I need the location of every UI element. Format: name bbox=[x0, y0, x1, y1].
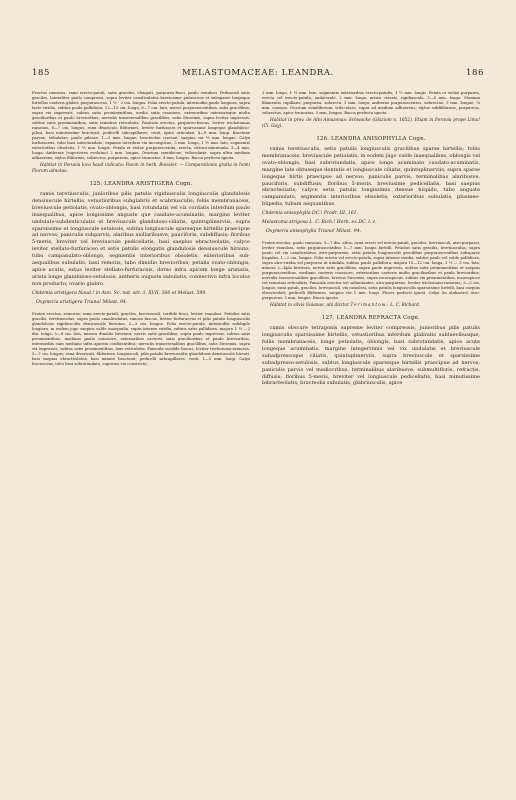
left-intro-habitat: Habitat in Peruvia loco haud indicato: Pavon in herb. Boissier. — Comparationis gratia in homi Florum adnotas. bbox=[32, 163, 250, 174]
left-column bbox=[32, 90, 250, 369]
page-number-left: 185 bbox=[32, 68, 51, 78]
page-number-right: 186 bbox=[465, 68, 484, 78]
species-125-description: Frutex erectus, ramosus; rami erecto-patuli, graciles, breviusculi, sordide fusci, leviter ramulosi. Petiolus satis gracilis, teretiusculus, supra paulo canaliculatus, rimoso fuscus, leviter furfuraceus et pilis patulis longiusculis glandulosis rigidiusculis densiuscule hirsutus, 2—3 cm. longus. Folia erecto-patula, internodiis subduplo longiora, in eodem jugo saepius valde inaequalia, supra intense viridia, subtus satis pallidiora, majora 1 ½ —2 dm. longa, 5—8 cm. lata, minora dimidio breviora; nervis satis gracilibus, supra paulo impressis, subtus satis prominentibus, mediano paulo crassiore, exterioribus caeteris satis gracilioribus et paulo brevioribus, intermediis eum mediano infra apicem confluentibus; nervulis transversalibus gracilibus, satis Stroemis, supra vix impressis, subtus satis prominentibus, laxe reticulatis. Panicula sordide fuscus, leviter trichotomo-ramosus, 5—7 cm. longus; rami divaricati, filiformes, longiusculi, pilis patulis breviusculis glandulosis densiuscule hirsuti, basi saepius ebracteolatus, basi minute bracteati; pedicelli subcapillares, venti, 1—5 mm. longi. Calyx fuscescens, tubo basi subrotundato, supremo vix constricto, bbox=[32, 310, 250, 366]
right-column bbox=[262, 90, 480, 390]
right-intro-habitat: Habitat in prov. de Alto Amazonas: Schwacke (Glaziom n. 1652). Etiam in Peruvia prope Lima! (Cl. Gay). bbox=[262, 118, 480, 129]
species-127-diagnosis: ramis obscure tetragonis supreme leviter compressis, junioribus pilis patulis longiusculis sparsissime hirtellis, vetustioribus interdum glabratis subluevibusque; foliis membranaceis, longe petiolatis, oblongis, basi subrotundatis, apice acute longeque acuminatis, margine integerrimis vel vix undulatis et breviuscule subadpressoque ciliatis, quintuplinerviis, supra breviuscule et sparsissime subadpresso-setulosis, subtus longiuscule sparseque hirtellis praecipue ad nervos; paniculis parvis vel mediocribus, terminalibus alaribusve, submultifloris, refractis, diffusis; floribus 5-meris, breviter vel longiuscule pedicellatis, basi minutissime bibracteolatis; bracteolis subulatis, glabriusculis, apice bbox=[262, 325, 480, 387]
running-head bbox=[32, 68, 484, 82]
species-126-habitat-intro: Habitat in silvis Guianae, ubi dicitur bbox=[270, 303, 350, 309]
species-125-reference-2: Oxymeria aristigera Triana! Milast. 94. bbox=[36, 299, 128, 305]
species-125-reference-1: Clidemia aristigera Naud.! in Ann. Sc. nat. sér. 3. XVII. 366 et Melast. 590. bbox=[32, 290, 207, 296]
left-intro-description: Fructus ramosus; rami erecto-patuli, satis graciles, elongati, purpureo-fusci, paulo venulosi. Pedunculi satis graciles, lateraliter paulo compressi, supra leviter canaliculatus breviusime pubescens et subsparse longeque hirtellus caeteris glaber, purpurascens, 1 ½ - 2 cm. longus. Folia erecto-patula, internodiis paulo longiora, supra laete viridia, subtus paulo pallidiora, 12—15 cm. longa, 6—7 cm. lata; nervis purpurascentibus, satis gracilibus, supra vix impressis, subtus satis prominentibus, medio satis crassiore, exterioribus exteriorisque multo gracilioribus et paulo brevioribus; nervulis transversalibus gracilibus, satis Stroemis, supra leviter impressis, subtus satis prominentibus, satis remotius reticulatis. Panicula erectus, purpureo-fuscus, leviter trichotomus ramosus, 6—7 cm. longus; rami divaricati, filiformes, leviter furfuracei et sparsissime longeque glanduloso-pilosi, basi minutissime bracteati; pedicelli subcapillares; venti, apice articulati, 4—8 mm. longi. Bracteae parvae, subulatae, paulo pilosae, 1—3 mm. longae; bracteolae crectae, saepius vix ½ mm. longae. Calyx furfuraceus, tubo basi subrotundato, expansa interdum vix inconspicue, 3 mm. longo, 1 ½ mm. lato, segmentis exterioribus obsoletis, 1 ½ mm. longis. Petala et violae purpurascentia, erecta, obtuso-minutuala, 3—4 mm. longa. Antherae (superiores evolutae) 2 mm. longae. Ovarium semidecur., trilocularie, supra ultra medium adhaerens; stylus filiformis, subrectus, purpureus, apice truncatus, 4 mm. longus. Bacca perfecta ignota. bbox=[32, 90, 250, 160]
running-title: MELASTOMACEAE: LEANDRA. bbox=[182, 68, 334, 78]
species-heading-127: 127. LEANDRA REFRACTA Cogn. bbox=[322, 315, 420, 322]
species-125-diagnosis: ramis teretiusculis, junioribus pilis patulis rigidiusculis longiusculis glandulosis densiuscule hirtellis, vetustioribus subglabris et scabriusculis; foliis membranaceis, breviuscule petiolatis, ovato-oblongis, basi rotundatis vel vix cordatis interdum paulo inaequalibus, apice longissime anguste que caudato-acuminatis, margine leviter undulato-subdenticulatis et breviuscule glanduloso-ciliatis, quintuplinerviis, supra sparsissime et longiuscule setulosis, subtus longiuscule sparseque hirtellis praecipue ad nervos; paniculis subparvis, alaribus axillaribusve, pauciforis, subdiffusis; floribus 5-meris, breviter vel breviuscule pedicellatis, basi saepius ebracteolatis; calyce leviter stellato-furfuraceo et setis patulis elongatis glandulosis densiuscule hirsuto; tubo campanulato-oblongo, segmentis interioribus obsoletis, exterioribus sub-aequalibus subulatis, basi remotis, tubo dimidio brevioribus; petalis ovato-oblongis, apice acutis, extus leviter stellato-furfuraceis, dorso infra apicem longe aristatis, arista longe glanduloso-setulosis; antheris auguste subulatis, connectivo infra loculos non producto; ovario glabro. bbox=[32, 191, 250, 287]
species-126-diagnosis: ramis teretiusculis, setis patulis longiusculis gracilibus sparse hirtellis; foliis membranaceis, breviuscule petiolatis, in eodem jugo valde inaequalibus, oblongis vel ovato-oblongis, basi subrotundatis, apice longe acuminato caudato-acuminatis, margine late obtuseque dentatis et longiuscule ciliatis, quintuplinerviis, supra sparse longeque hirtis praecipue ad nervos; paniculis parvis, terminalibus alaribusve, pauciforis, subdiffusis; floribus 5-meris, breviusime pedicellatis, basi saepius ebracteolatis; calyce setis patulis longissimis densue hispido, tubo anguste campanulato, segmentis interioribus obsoletis, exterioribus subulatis, plusmeo-blipedis, tubum aequantibus. bbox=[262, 146, 480, 208]
species-126-reference-3: Oxymeria anisophylla Triana! Milast. 94. bbox=[266, 229, 362, 235]
species-126-habitat bbox=[262, 303, 480, 309]
right-intro-description: 3 mm. longo, 1 ½ mm. lato, segmentis exterioribus erecto-patulis, 1 ½ mm. longis. Petala et violae purpurea, erecta vel erecto-patula, unilaterale, 2 mm. longa, arista crassis, rigidiuscula, 3—4 mm. longa. Stamina filamentis capillaris, purpurea, subrecta, 3 mm. longa; antherae purpurascentes, subrectae, 3 mm. longae, ¼ mm. crassae. Ovarium semiliberum, triloculare, supra ad medium adhaerens; stylus subfiliformis, purpureus, subrectus, apice truncatus, 5 mm. longus. Bacca perfecta ignota. bbox=[262, 90, 480, 115]
species-heading-126: 126. LEANDRA ANISOPHYLLA Cogn. bbox=[316, 136, 426, 142]
species-126-habitat-name: Terimantow: bbox=[350, 303, 389, 309]
species-126-habitat-end: L. C. Richard. bbox=[390, 303, 421, 309]
species-heading-125: 125. LEANDRA ARISTIGERA Cogn. bbox=[89, 181, 193, 187]
species-126-reference-1: Clidemia anisophylla DC.! Prodr. III. 161. bbox=[262, 211, 359, 217]
species-126-reference-2: Melastoma strigosa L. C. Rich.! Herb. ex DC. l. c. bbox=[262, 220, 377, 226]
species-126-description: Frutex erectus, paulo ramosus, 5—7 dm. altus; rami erecti vel erecto-patuli, graciles, breviusculi, atro-purpurei, leviter ramulosi, setis purpurascentibus 5—7 mm. longis hirtelli. Petiolus satis gracilis, teretiusculus, supra paulo vel vix canaliculatus, atro-purpureus, setis patulis longiusculis gracilibus purpurascentibus subsparse hispidus, 1—2 cm. longus. Folia erecta vel erecto-patula, supra intense viridia, subtus paulo vel valde pallidiora, supra atro-viridia vel purpurea ut nitidula, subtus paulo pallidiora, majora 10—12 cm. longa, 3 ½ — 5 cm. lata; minora 2—4plo breviora; nervis satis gracilibus, supra paulo impressis, subtus satis prominentibus et saepius purpurascentibus, mediano caeteris crassiore, exterioribus caeteris multo gracilioribus et paulo brevioribus; nervulis transversalibus gracilibus, brevius Stroemis, supra inconspicuis, subtus vix prominentibus, inconspicue vel remotius reticulatis. Panicula erectus vel subnutantes, atro-purpureus, leviter trichotomo-ramosus; 3—5 cm. longus; rami patuli, graciles, breviusculi, vix ramulosi, setis patulis longiusculis sparsissime hirtelli, basi saepius ebracteolati; pedicelli filiformes, saepius vix 1 mm. longi. Flores perfecti ignoti. Calyx (in alabastro) atro-purpureus, 3 mm. longus. Bacca ignota. bbox=[262, 240, 480, 301]
